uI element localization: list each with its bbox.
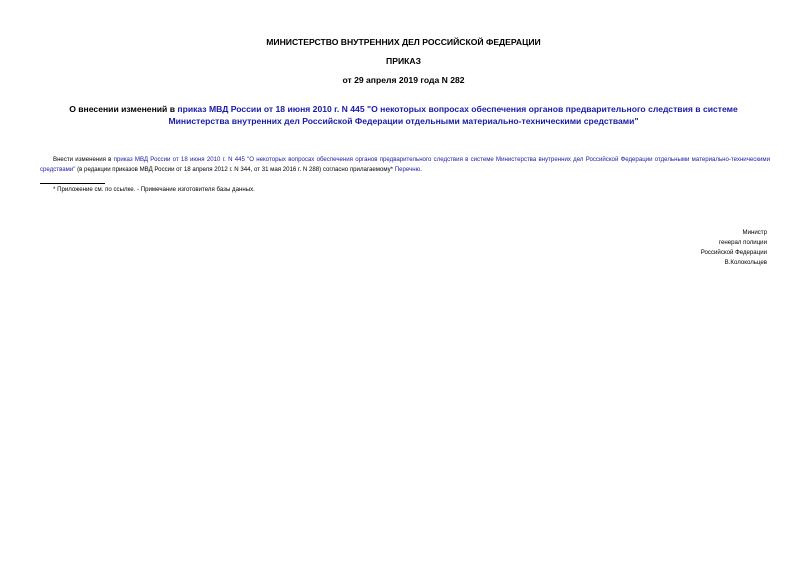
footnote-text: * Приложение см. по ссылке. - Примечание изготовителя базы данных. (53, 186, 255, 193)
body-text-end: . (420, 166, 422, 173)
signature-position: Министр (742, 229, 767, 236)
signature-country: Российской Федерации (700, 249, 767, 256)
body-text-middle: (в редакции приказов МВД России от 18 апреля 2012 г. N 344, от 31 мая 2016 г. N 288) согласно прилагаемому* (75, 166, 395, 173)
document-title (40, 103, 767, 127)
ministry-heading: МИНИСТЕРСТВО ВНУТРЕННИХ ДЕЛ РОССИЙСКОЙ ФЕДЕРАЦИИ (266, 37, 541, 47)
footnote-divider (40, 183, 105, 184)
body-text-start: Внести изменения в (53, 156, 114, 163)
title-order-link[interactable]: приказ МВД России от 18 июня 2010 г. N 445 "О некоторых вопросах обеспечения органов предварительного следствия в системе Министерства внутренних дел Российской Федерации отдельными материально-техническими средствами" (168, 104, 738, 126)
document-type-heading: ПРИКАЗ (386, 56, 421, 66)
body-paragraph (40, 155, 770, 175)
body-order-link[interactable]: приказ МВД России от 18 июня 2010 г. N 445 "О некоторых вопросах обеспечения органов предварительного следствия в системе Министерства внутренних дел Российской Федерации отдельными материально-техническими средствами" (40, 156, 770, 173)
signature-block (701, 228, 767, 268)
list-link[interactable]: Перечню (394, 166, 421, 173)
date-number-heading: от 29 апреля 2019 года N 282 (342, 75, 465, 85)
signature-rank: генерал полиции (718, 239, 767, 246)
title-prefix: О внесении изменений в (69, 104, 178, 114)
signature-name: В.Колокольцев (724, 259, 767, 266)
